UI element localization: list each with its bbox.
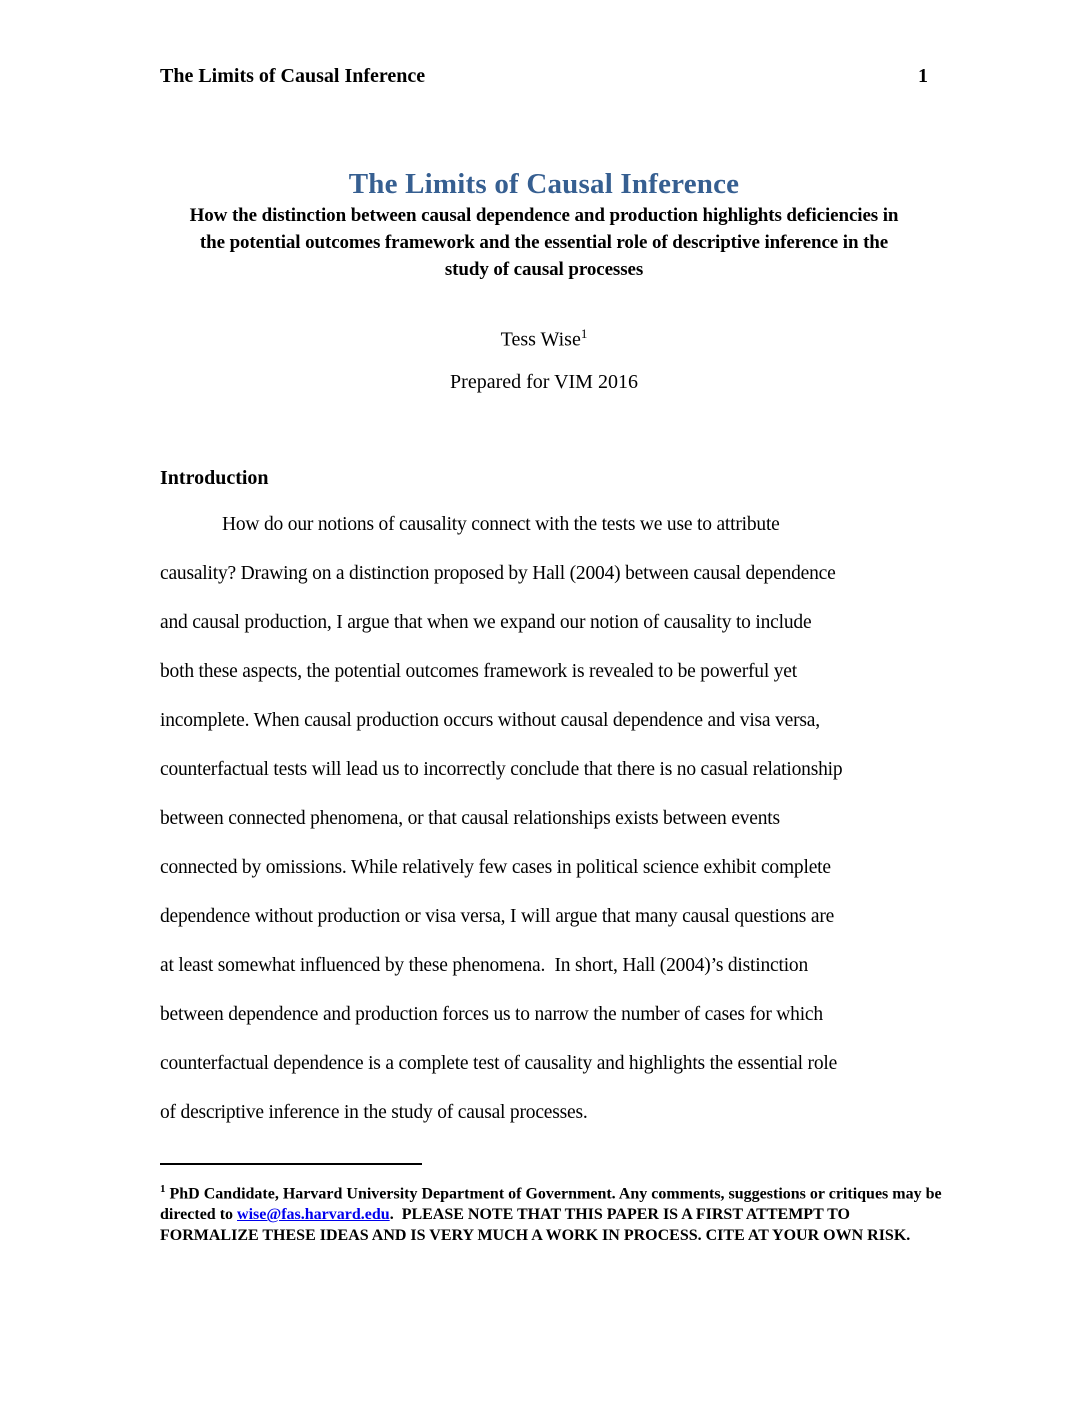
footnote-mark: 1 <box>160 1183 166 1195</box>
author-name: Tess Wise <box>500 328 581 351</box>
body-line: incomplete. When causal production occurs without causal dependence and visa versa, <box>160 710 820 731</box>
body-line: counterfactual dependence is a complete test of causality and highlights the essential role <box>160 1053 838 1074</box>
body-line: between dependence and production forces us to narrow the number of cases for which <box>160 1004 823 1025</box>
body-line: of descriptive inference in the study of causal processes. <box>160 1102 588 1123</box>
subtitle-line: How the distinction between causal dependence and production highlights deficiencies in <box>189 205 899 226</box>
prepared-for-line: Prepared for VIM 2016 <box>450 371 638 393</box>
footnote-separator <box>160 1163 422 1165</box>
footnote-text-after-link: . PLEASE NOTE THAT THIS PAPER IS A FIRST ATTEMPT TO FORMALIZE THESE IDEAS AND IS VERY MUCH A WORK IN PROCESS. CITE AT YOUR OWN RISK. <box>160 1206 911 1245</box>
section-heading-introduction: Introduction <box>160 467 269 489</box>
author-footnote-mark: 1 <box>580 326 588 341</box>
body-line: dependence without production or visa versa, I will argue that many causal questions are <box>160 906 835 927</box>
footnote-text-before-link: PhD Candidate, Harvard University Department of Government. Any comments, suggestions or critiques may be directed to <box>160 1185 946 1224</box>
body-line: How do our notions of causality connect with the tests we use to attribute <box>222 514 780 535</box>
body-line: counterfactual tests will lead us to incorrectly conclude that there is no casual relationship <box>160 759 843 780</box>
subtitle-line: the potential outcomes framework and the essential role of descriptive inference in the <box>199 232 889 253</box>
footnote <box>160 1179 946 1246</box>
introduction-paragraph <box>160 500 1088 1137</box>
body-line: causality? Drawing on a distinction proposed by Hall (2004) between causal dependence <box>160 563 836 584</box>
subtitle-line: study of causal processes <box>444 259 644 280</box>
paper-title: The Limits of Causal Inference <box>348 168 740 200</box>
body-line: connected by omissions. While relatively few cases in political science exhibit complete <box>160 857 831 878</box>
body-line: between connected phenomena, or that causal relationships exists between events <box>160 808 780 829</box>
author-line <box>160 320 928 354</box>
page-number: 1 <box>918 65 928 87</box>
email-link[interactable]: wise@fas.harvard.edu <box>237 1206 390 1224</box>
page-header <box>160 63 928 89</box>
body-line: both these aspects, the potential outcomes framework is revealed to be powerful yet <box>160 661 797 682</box>
body-line: at least somewhat influenced by these phenomena. In short, Hall (2004)’s distinction <box>160 955 809 976</box>
paper-subtitle <box>120 202 968 283</box>
body-line: and causal production, I argue that when we expand our notion of causality to include <box>160 612 812 633</box>
running-title: The Limits of Causal Inference <box>160 65 426 87</box>
